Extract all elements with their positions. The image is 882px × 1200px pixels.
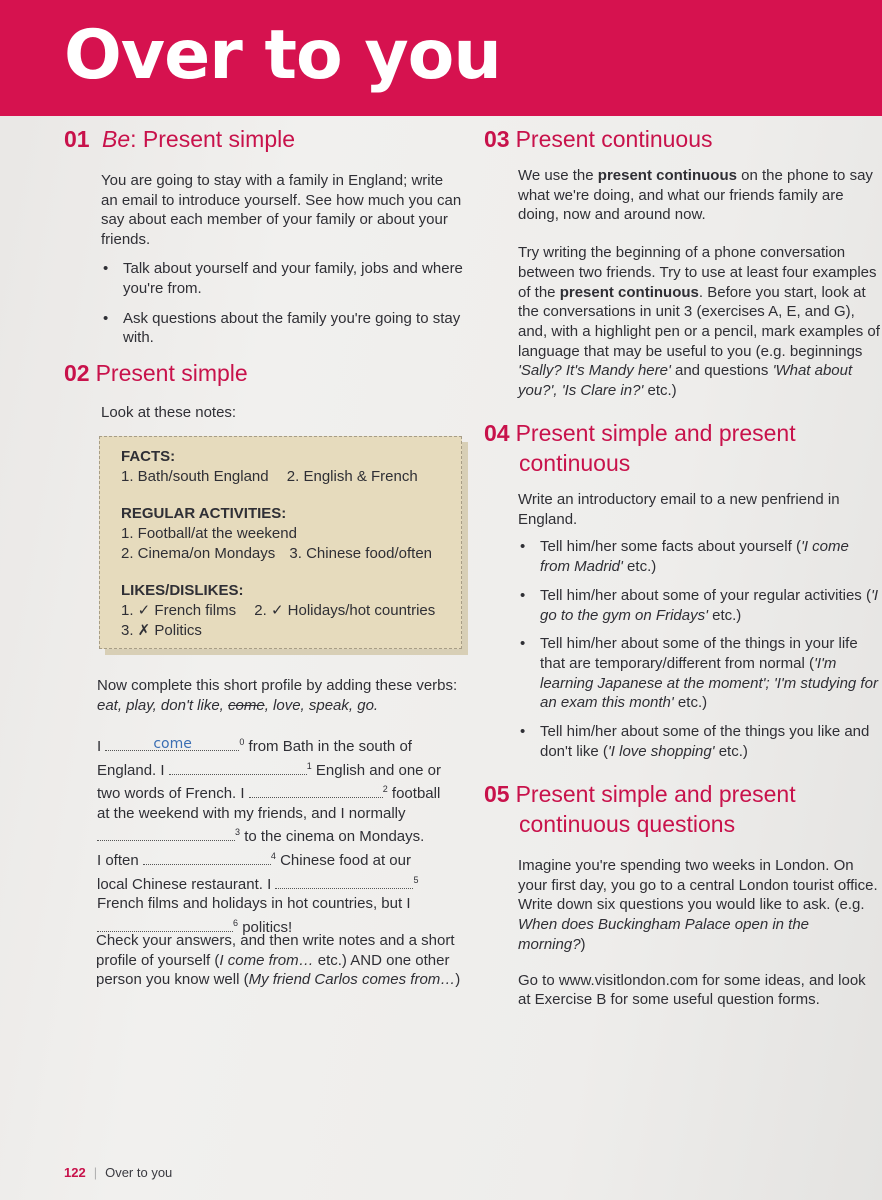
section-04-bullets <box>518 537 880 761</box>
profile-text: I often <box>97 851 139 869</box>
footer-label: Over to you <box>105 1165 173 1180</box>
section-02-check <box>96 931 466 990</box>
section-01-body <box>101 171 463 348</box>
profile-line <box>97 871 467 895</box>
section-number: 02 <box>64 360 90 386</box>
heading-text-2: continuous questions <box>519 811 736 837</box>
check-text: Check your answers, and then write notes and a short profile of yourself ( <box>96 932 455 969</box>
page-title: Over to you <box>64 16 501 95</box>
bullet-text: etc.) <box>714 742 748 760</box>
para-text: . Before you start, look at the conversations in unit 3 (exercises A, E, and G), and, with a highlight pen or a pencil, mark examples of language that may be useful to you (e.g. beginnings <box>518 283 880 360</box>
profile-line <box>97 780 467 804</box>
para-bold: present continuous <box>597 167 737 184</box>
gap-number: 1 <box>306 760 312 771</box>
heading-italic: Be <box>101 126 131 152</box>
profile-text: England. I <box>97 761 165 779</box>
gap-number: 6 <box>233 917 239 928</box>
notes-likes-heading: LIKES/DISLIKES: <box>121 582 244 599</box>
profile-text: politics! <box>242 918 293 936</box>
section-03-heading <box>484 124 713 154</box>
profile-text: two words of French. I <box>97 785 245 803</box>
bullet-italic: 'I go to the gym on Fridays' <box>540 586 879 624</box>
page-number: 122 <box>64 1165 86 1180</box>
section-number: 04 <box>484 420 510 446</box>
para-text: on the phone to say what we're doing, and what our friends family are doing, now and around now. <box>518 167 873 224</box>
gap-4-blank[interactable] <box>143 850 271 865</box>
note-item: 3. Chinese food/often <box>289 545 433 562</box>
verbs-list-end: , love, speak, go. <box>264 696 379 714</box>
profile-line <box>97 823 467 847</box>
notes-box <box>99 436 462 649</box>
page-footer <box>64 1165 172 1180</box>
para-text: Imagine you're spending two weeks in London. On your first day, you go to a central London tourist office. Write down six questions you would like to ask. (e.g. <box>518 857 878 914</box>
heading-text: Present simple and present <box>515 420 796 446</box>
bullet-text: Tell him/her about some of the things you like and don't like ( <box>540 723 870 760</box>
para-text: ) <box>580 935 586 953</box>
bullet-text: Tell him/her some facts about yourself ( <box>540 538 801 556</box>
notes-likes-row <box>121 601 451 621</box>
check-text: ) <box>455 971 461 989</box>
note-item: 1. ✓ French films <box>121 602 237 619</box>
gap-3-blank[interactable] <box>97 826 235 841</box>
section-05-body <box>518 856 880 1010</box>
note-item: 2. English & French <box>286 468 418 485</box>
list-item <box>518 537 880 576</box>
section-01-intro: You are going to stay with a family in England; write an email to introduce yourself. See how much you can say about each member of your family or about your friends. <box>101 172 462 248</box>
section-04-intro: Write an introductory email to a new penfriend in England. <box>518 491 840 528</box>
profile-text: to the cinema on Mondays. <box>244 828 425 846</box>
para-text: Try writing the beginning of a phone conversation between two friends. Try to use at least four examples of the <box>518 244 877 301</box>
notes-content <box>121 447 451 641</box>
profile-line <box>97 733 467 757</box>
profile-text: Chinese food at our <box>280 851 411 869</box>
bullet-italic: 'I come from Madrid' <box>540 538 849 576</box>
profile-text: local Chinese restaurant. I <box>97 875 272 893</box>
section-02-heading <box>64 358 248 388</box>
bullet-italic: 'I love shopping' <box>607 742 715 760</box>
handwritten-answer: come <box>153 736 192 752</box>
gap-number: 4 <box>270 850 276 861</box>
profile-line: at the weekend with my friends, and I normally <box>97 804 406 822</box>
para-bold: present continuous <box>559 283 699 301</box>
profile-line <box>97 847 467 871</box>
section-number: 05 <box>484 781 510 807</box>
section-03-para-1 <box>518 166 880 225</box>
section-05-heading <box>484 779 874 839</box>
section-number: 03 <box>484 126 510 152</box>
bullet-text: Tell him/her about some of the things in your life that are temporary/different from normal ( <box>540 635 858 672</box>
list-item <box>518 586 880 625</box>
gap-number: 3 <box>235 827 241 838</box>
profile-text: football <box>391 785 441 803</box>
note-item: 3. ✗ Politics <box>121 622 202 639</box>
section-03-para-2 <box>518 243 880 401</box>
gap-5-blank[interactable] <box>275 874 413 889</box>
heading-text-2: continuous <box>519 450 631 476</box>
section-04-body <box>518 490 880 761</box>
list-item <box>518 634 880 713</box>
heading-text: Present simple and present <box>515 781 796 807</box>
footer-separator: | <box>93 1165 98 1180</box>
bullet-text: etc.) <box>673 694 708 712</box>
para-text: and questions <box>670 362 773 380</box>
check-italic: My friend Carlos comes from… <box>248 971 456 989</box>
verb-struck: come <box>228 696 265 714</box>
gap-number: 5 <box>413 874 419 885</box>
bullet-text: etc.) <box>622 558 657 576</box>
profile-text: from Bath in the south of <box>248 738 412 755</box>
instruction-text: Now complete this short profile by adding these verbs: <box>97 677 458 694</box>
para-italic: 'What about you?', 'Is Clare in?' <box>518 362 853 400</box>
note-item: 1. Football/at the weekend <box>121 525 297 542</box>
list-item: • Talk about yourself and your family, jobs and where you're from. <box>101 259 463 298</box>
profile-text: English and one or <box>315 761 442 779</box>
notes-facts-row <box>121 467 451 487</box>
section-01-heading <box>64 124 295 154</box>
notes-facts-heading: FACTS: <box>121 448 176 465</box>
check-italic: I come from… <box>219 951 318 969</box>
section-number: 01 <box>64 126 90 152</box>
bullet-italic: 'I'm learning Japanese at the moment'; 'I'm studying for an exam this month' <box>540 654 878 712</box>
gap-0-blank[interactable] <box>105 736 239 751</box>
note-item: 2. ✓ Holidays/hot countries <box>254 602 436 619</box>
profile-text: I <box>97 738 102 755</box>
heading-text: Present simple <box>95 360 248 386</box>
para-text: We use the <box>518 167 598 184</box>
heading-text: Present continuous <box>515 126 713 152</box>
para-italic: 'Sally? It's Mandy here' <box>518 362 671 380</box>
section-02-lead: Look at these notes: <box>101 404 237 421</box>
bullet-text: etc.) <box>707 606 742 624</box>
heading-text: : Present simple <box>130 126 296 152</box>
list-item: • Ask questions about the family you're going to stay with. <box>101 309 463 348</box>
check-text: etc.) AND one other person you know well ( <box>96 951 450 989</box>
note-item: 2. Cinema/on Mondays <box>121 545 276 562</box>
bullet-text: Tell him/her about some of your regular activities ( <box>540 586 871 604</box>
gap-number: 0 <box>239 737 245 747</box>
section-01-bullets <box>101 259 463 347</box>
profile-line: French films and holidays in hot countries, but I <box>97 895 411 913</box>
list-item <box>518 722 880 761</box>
verbs-list: eat, play, don't like, <box>97 696 228 714</box>
notes-regular-heading: REGULAR ACTIVITIES: <box>121 505 287 522</box>
section-02-instructions <box>97 676 467 715</box>
gap-2-blank[interactable] <box>249 783 383 798</box>
section-05-para-2: Go to www.visitlondon.com for some ideas, and look at Exercise B for some useful question forms. <box>518 971 866 1009</box>
gap-1-blank[interactable] <box>169 760 307 775</box>
profile-line <box>97 757 467 781</box>
profile-gap-fill <box>97 733 467 937</box>
para-italic: When does Buckingham Palace open in the morning? <box>518 916 810 953</box>
section-04-heading <box>484 418 874 478</box>
note-item: 1. Bath/south England <box>121 468 269 485</box>
gap-number: 2 <box>382 784 388 795</box>
para-text: etc.) <box>643 382 677 400</box>
section-05-para-1 <box>518 856 880 955</box>
section-03-body <box>518 166 880 401</box>
gap-6-blank[interactable] <box>97 917 233 932</box>
notes-regular-row <box>121 544 451 564</box>
title-banner <box>0 0 882 116</box>
